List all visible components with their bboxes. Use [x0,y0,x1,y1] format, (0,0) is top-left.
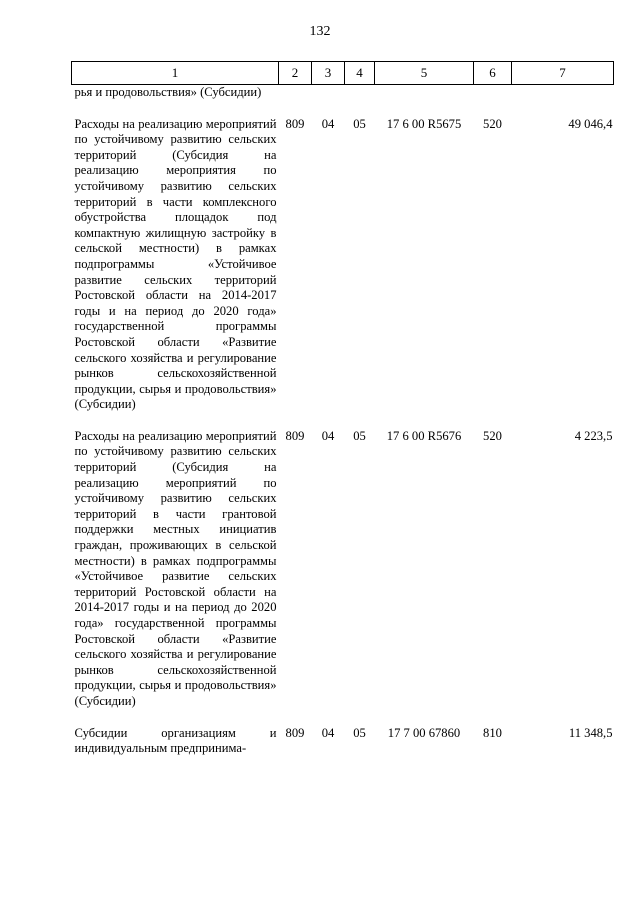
subsection-code [345,85,375,101]
row-description: Расходы на реализацию мероприятий по устойчивому развитию сельских территорий (Субсидия на реализацию мероприятия по устойчивому развитию сельских территорий в части комплексного обустройства площадок под компактную жилищную застройку в сельской местности) в рамках подпрограммы «Устойчивое развитие сельских территорий Ростовской области на 2014-2017 годы и на период до 2020 года» государственной программы Ростовской области «Развитие сельского хозяйства и регулирование рынков сельскохозяйственной продукции, сырья и продовольствия» (Субсидии) [74,116,277,412]
section-code: 04 [321,428,335,443]
header-row [72,62,614,85]
expense-type-code: 520 [483,116,502,131]
row-description: Субсидии организациям и индивидуальным предпринима- [74,725,277,756]
amount: 49 046,4 [568,116,613,131]
expense-type-code: 810 [483,725,502,740]
header-cell: 7 [512,62,614,85]
header-cell: 6 [474,62,512,85]
subsection-code: 05 [353,428,366,443]
table-row [72,85,614,101]
budget-table [71,61,614,757]
target-article-code: 17 7 00 67860 [387,725,461,740]
header-cell: 1 [72,62,279,85]
row-description: Расходы на реализацию мероприятий по устойчивому развитию сельских территорий (Субсидия на реализацию мероприятий по устойчивому развитию сельских территорий в части грантовой поддержки местных инициатив граждан, проживающих в сельской местности) в рамках подпрограммы «Устойчивое развитие сельских территорий Ростовской области на 2014-2017 годы и на период до 2020 года» государственной программы Ростовской области «Развитие сельского хозяйства и регулирование рынков сельскохозяйственной продукции, сырья и продовольствия» (Субсидии) [74,428,277,708]
target-article-code [375,85,474,101]
table-row [72,117,614,413]
table-row [72,429,614,710]
target-article-code: 17 6 00 R5676 [386,428,462,443]
expense-type-code [474,85,512,101]
page-number: 132 [309,24,331,39]
header-cell: 3 [312,62,345,85]
expense-type-code: 520 [483,428,502,443]
header-cell: 2 [279,62,312,85]
amount: 11 348,5 [568,725,613,740]
subsection-code: 05 [353,116,366,131]
target-article-code: 17 6 00 R5675 [386,116,462,131]
table-row [72,726,614,757]
row-description: рья и продовольствия» (Субсидии) [74,85,262,99]
ministry-code: 809 [285,725,305,740]
header-cell: 5 [375,62,474,85]
section-code: 04 [321,725,335,740]
header-cell: 4 [345,62,375,85]
amount: 4 223,5 [574,428,613,443]
subsection-code: 05 [353,725,366,740]
section-code: 04 [321,116,335,131]
section-code [312,85,345,101]
ministry-code [279,85,312,101]
ministry-code: 809 [285,428,305,443]
amount [512,85,614,101]
ministry-code: 809 [285,116,305,131]
